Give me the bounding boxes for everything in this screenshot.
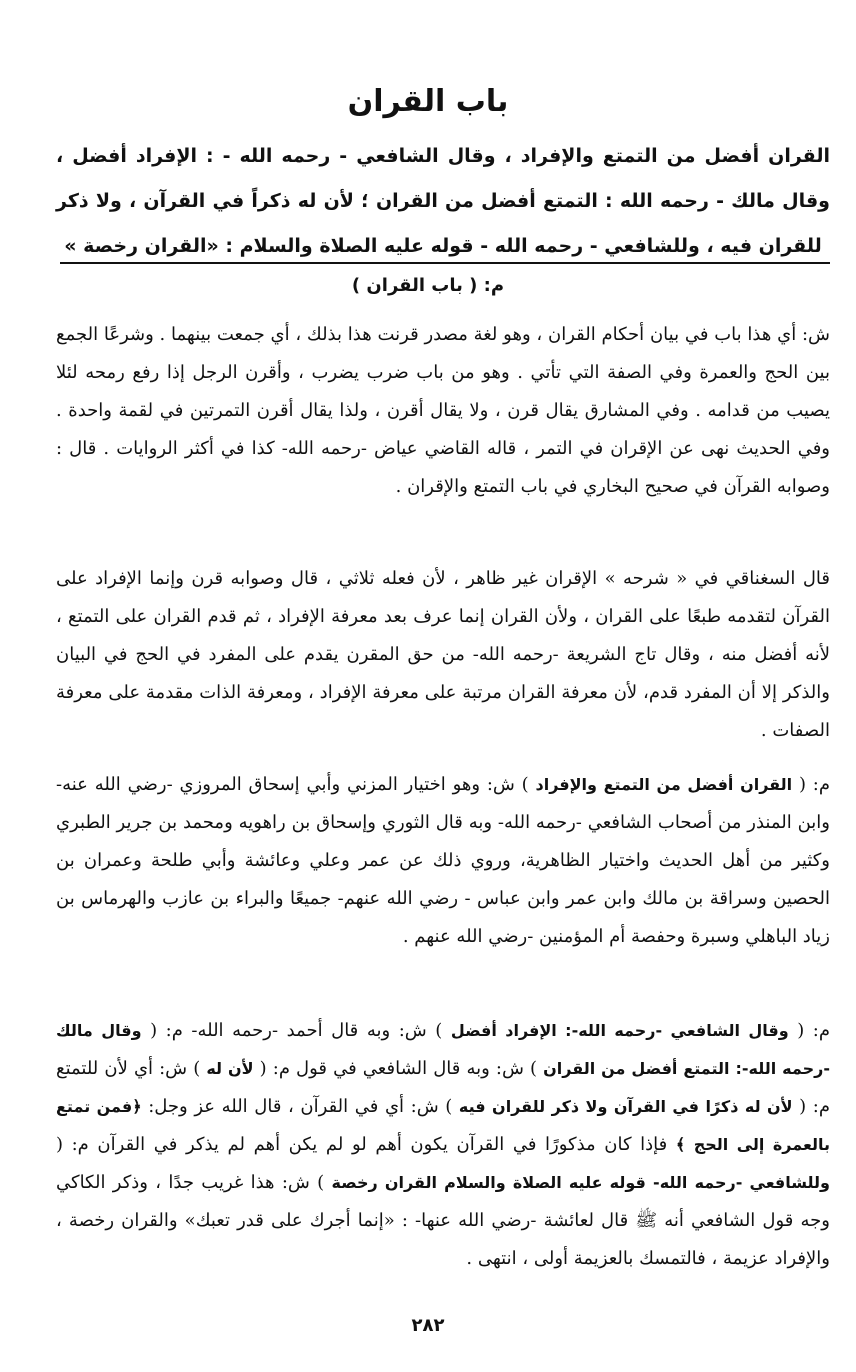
commentary-text: ) ش: وبه قال أحمد -رحمه الله- م: ( [141, 1020, 451, 1041]
commentary-text: ) ش: هذا غريب جدًا ، وذكر الكاكي وجه قول الشافعي أنه ﷺ قال لعائشة -رضي الله عنها- : «إنما أجرك على قدر تعبك» والقران رخصة ، والإفراد عزيمة ، فالتمسك بالعزيمة أولى ، انتهى . [56, 1172, 830, 1269]
matn-quote: القران أفضل من التمتع والإفراد [535, 775, 793, 794]
chapter-title: باب القران [347, 84, 509, 119]
page-number: ٢٨٢ [411, 1315, 445, 1336]
commentary-paragraph-4 [56, 1012, 830, 1278]
commentary-text: فإذا كان مذكورًا في القرآن يكون أهم لو لم يكن أهم لم يذكر في القرآن م: ( [56, 1134, 676, 1155]
matn-quote: وقال الشافعي -رحمه الله-: الإفراد أفضل [450, 1021, 789, 1040]
matn-quote: ﴿فمن تمتع بالعمرة إلى الحج ﴾ [56, 1097, 831, 1154]
commentary-text: م: ( [788, 1020, 831, 1041]
commentary-text: م: ( [792, 774, 830, 795]
commentary-paragraph-1 [56, 316, 830, 506]
commentary-heading: م: ( باب القران ) [351, 275, 505, 296]
commentary-text: ) ش: وبه قال الشافعي في قول م: ( [253, 1058, 544, 1079]
matn-quote: لأن له ذكرًا في القرآن ولا ذكر للقران فيه [458, 1097, 793, 1116]
matn-quote: لأن له [206, 1059, 254, 1078]
matn-quote: وقال مالك -رحمه الله-: التمتع أفضل من القران [56, 1021, 830, 1078]
commentary-text: ش: أي هذا باب في بيان أحكام القران ، وهو لغة مصدر قرنت هذا بذلك ، أي جمعت بينهما . وشرعًا الجمع بين الحج والعمرة وفي الصفة التي تأتي . وهو من باب ضرب يضرب ، وأقرن الرجل إذا رفع رمحه لئلا يصيب من قدامه . وفي المشارق يقال قرن ، ولا يقال أقرن ، ولذا يقال أقرن التمرتين في لقمة واحدة . وفي الحديث نهى عن الإقران في التمر ، قاله القاضي عياض -رحمه الله- كذا في أكثر الروايات . قال : وصوابه القرآن في صحيح البخاري في باب التمتع والإقران . [56, 324, 830, 497]
section-divider [60, 262, 830, 264]
commentary-paragraph-3 [56, 766, 830, 956]
commentary-paragraph-2 [56, 560, 830, 750]
commentary-text: ) ش: وهو اختيار المزني وأبي إسحاق المروزي -رضي الله عنه- وابن المنذر من أصحاب الشافعي -رحمه الله- وبه قال الثوري وإسحاق بن راهويه ومحمد بن جرير الطبري وكثير من أهل الحديث واختيار الظاهرية، وروي ذلك عن عمر وعلي وعائشة وأبي طلحة وعمران بن الحصين وسراقة بن مالك وابن عمر وابن عباس - رضي الله عنهم- جميعًا والبراء بن عازب والهرماس بن زياد الباهلي وسبرة وحفصة أم المؤمنين -رضي الله عنهم . [56, 774, 830, 947]
commentary-text: قال السغناقي في « شرحه » الإقران غير ظاهر ، لأن فعله ثلاثي ، قال وصوابه قرن وإنما الإفراد على القرآن لتقدمه طبعًا على القران ، ولأن القران إنما عرف بعد معرفة الإفراد ، ثم قدم القران على التمتع ، لأنه أفضل منه ، وقال تاج الشريعة -رحمه الله- من حق المقرن يقدم على المفرد في الحج في البيان والذكر إلا أن المفرد قدم، لأن معرفة القران مرتبة على معرفة الإفراد ، ومعرفة الذات مقدمة على معرفة الصفات . [56, 568, 830, 741]
matn-text: القران أفضل من التمتع والإفراد ، وقال الشافعي - رحمه الله - : الإفراد أفضل ، وقال مالك - رحمه الله : التمتع أفضل من القران ؛ لأن له ذكراً في القرآن ، ولا ذكر للقران فيه ، وللشافعي - رحمه الله - قوله عليه الصلاة والسلام : «القران رخصة » [56, 145, 830, 257]
matn-quote: وللشافعي -رحمه الله- قوله عليه الصلاة والسلام القران رخصة [331, 1173, 830, 1192]
commentary-text: ) ش: أي في القرآن ، قال الله عز وجل: [141, 1096, 459, 1117]
commentary-text: ) ش: أي لأن للتمتع م: ( [56, 1058, 831, 1117]
